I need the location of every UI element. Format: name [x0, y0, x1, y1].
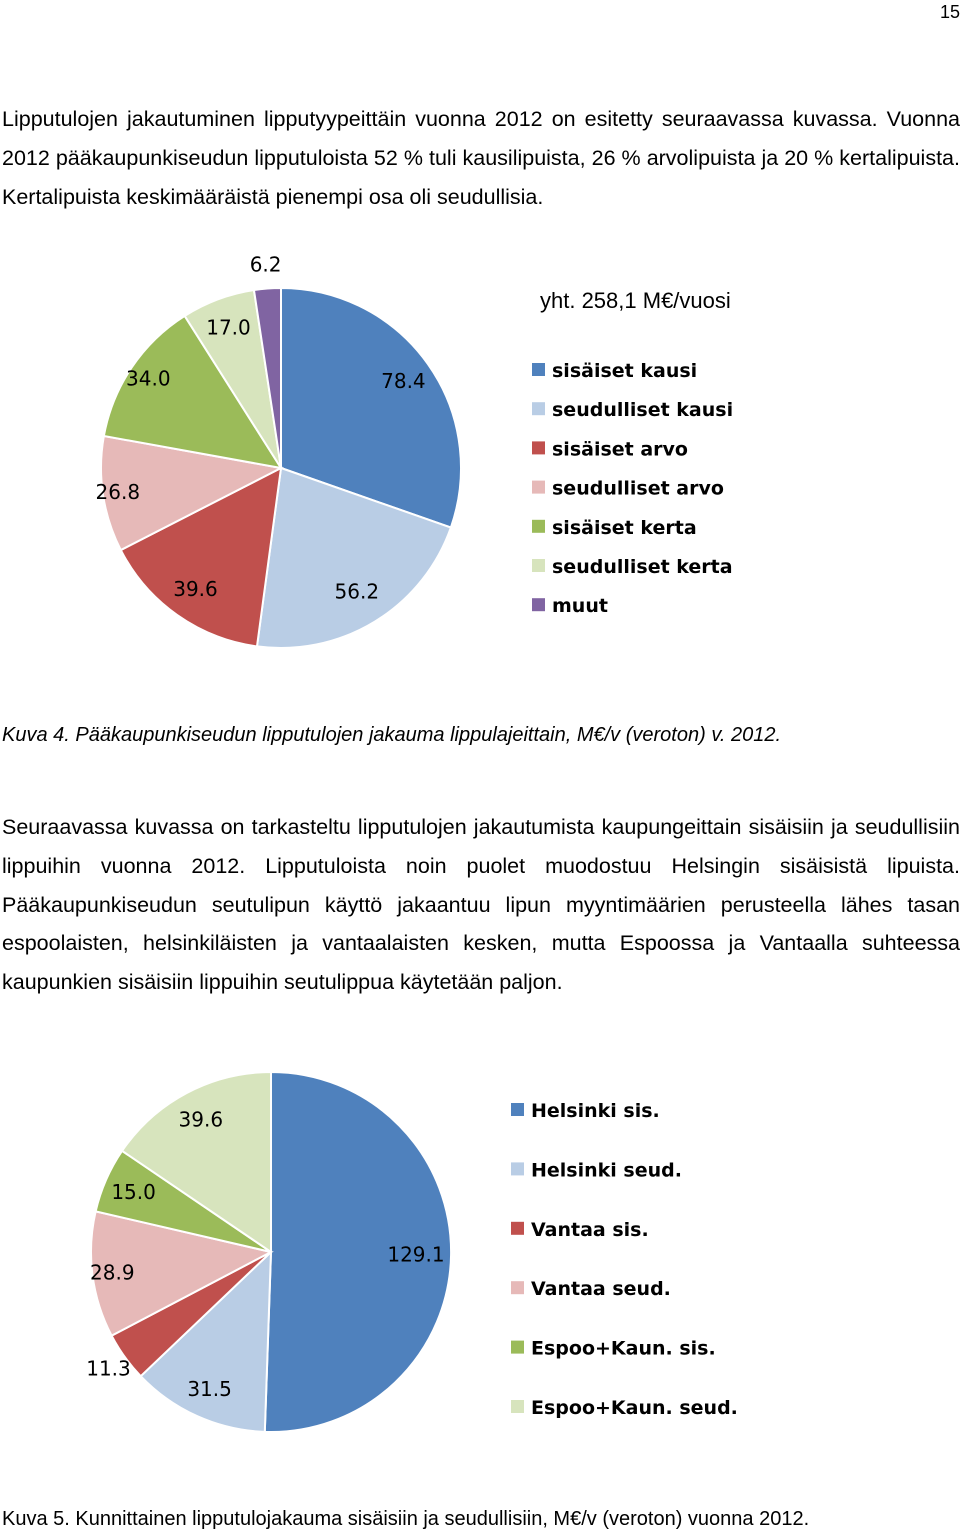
slice-value-label: 39.6 [178, 1107, 224, 1132]
slice-value-label: 11.3 [86, 1356, 131, 1381]
slice-value-label: 31.5 [187, 1376, 232, 1401]
legend-swatch-vantaa-seud [511, 1281, 524, 1294]
slice-value-label: 28.9 [90, 1260, 135, 1285]
intro-paragraph: Lipputulojen jakautuminen lipputyypeittäin vuonna 2012 on esitetty seuraavassa kuvassa. Vuonna 2012 pääkaupunkiseudun lipputuloista 52 % tuli kausilipuista, 26 % arvolipuista ja 20 % kertalipuista. Kertalipuista keskimääräistä pienempi osa oli seudullisia. [2, 107, 960, 209]
slice-value-label: 78.4 [381, 369, 426, 394]
legend-label-helsinki-seud: Helsinki seud. [531, 1159, 682, 1182]
legend-label-seudulliset-kerta: seudulliset kerta [552, 556, 733, 578]
legend-label-sisaiset-arvo: sisäiset arvo [552, 438, 688, 461]
legend-label-espoo-kaun-seud: Espoo+Kaun. seud. [531, 1397, 738, 1419]
slice-value-label: 129.1 [387, 1242, 445, 1267]
legend-2 [511, 1100, 738, 1419]
legend-label-espoo-kaun-sis: Espoo+Kaun. sis. [531, 1337, 716, 1360]
slice-value-label: 56.2 [334, 579, 380, 604]
legend-label-sisaiset-kerta: sisäiset kerta [552, 516, 697, 539]
legend-label-sisaiset-kausi: sisäiset kausi [552, 360, 698, 382]
legend-swatch-espoo-kaun-sis [511, 1341, 524, 1354]
figure-4-caption: Kuva 4. Pääkaupunkiseudun lipputulojen jakauma lippulajeittain, M€/v (veroton) v. 2012. [2, 724, 782, 746]
legend-label-muut: muut [552, 595, 608, 618]
page-number: 15 [939, 2, 960, 22]
slice-value-label: 34.0 [126, 366, 171, 391]
figure-5-caption: Kuva 5. Kunnittainen lipputulojakauma sisäisiin ja seudullisiin, M€/v (veroton) vuonna 2012. [2, 1508, 810, 1530]
slice-value-label: 17.0 [206, 315, 251, 340]
slice-value-label: 39.6 [173, 576, 218, 601]
legend-label-seudulliset-arvo: seudulliset arvo [552, 477, 724, 500]
legend-label-helsinki-sis: Helsinki sis. [531, 1100, 660, 1122]
slice-value-label: 26.8 [95, 480, 141, 505]
legend-swatch-espoo-kaun-seud [511, 1400, 524, 1413]
legend-swatch-helsinki-sis [511, 1103, 524, 1116]
legend-label-vantaa-seud: Vantaa seud. [531, 1278, 671, 1301]
slice-value-label: 15.0 [111, 1179, 156, 1204]
legend-swatch-helsinki-seud [511, 1162, 524, 1175]
total-revenue-label: yht. 258,1 M€/vuosi [540, 288, 731, 313]
legend-label-seudulliset-kausi: seudulliset kausi [552, 399, 734, 422]
slice-value-label: 6.2 [249, 252, 282, 277]
legend-swatch-vantaa-sis [511, 1222, 524, 1235]
legend-label-vantaa-sis: Vantaa sis. [531, 1218, 649, 1241]
city-paragraph: Seuraavassa kuvassa on tarkasteltu lipputulojen jakautumista kaupungeittain sisäisiin ja seudullisiin lippuihin vuonna 2012. Lipputuloista noin puolet muodostuu Helsingin sisäisistä lipuista. Pääkaupunkiseudun seutulipun käyttö jakaantuu lipun myyntimäärien perusteella lähes tasan espoolaisten, helsinkiläisten ja vantaalaisten kesken, mutta Espoossa ja Vantaalla suhteessa kaupunkien sisäisiin lippuihin seutulippua käytetään paljon. [2, 815, 960, 995]
